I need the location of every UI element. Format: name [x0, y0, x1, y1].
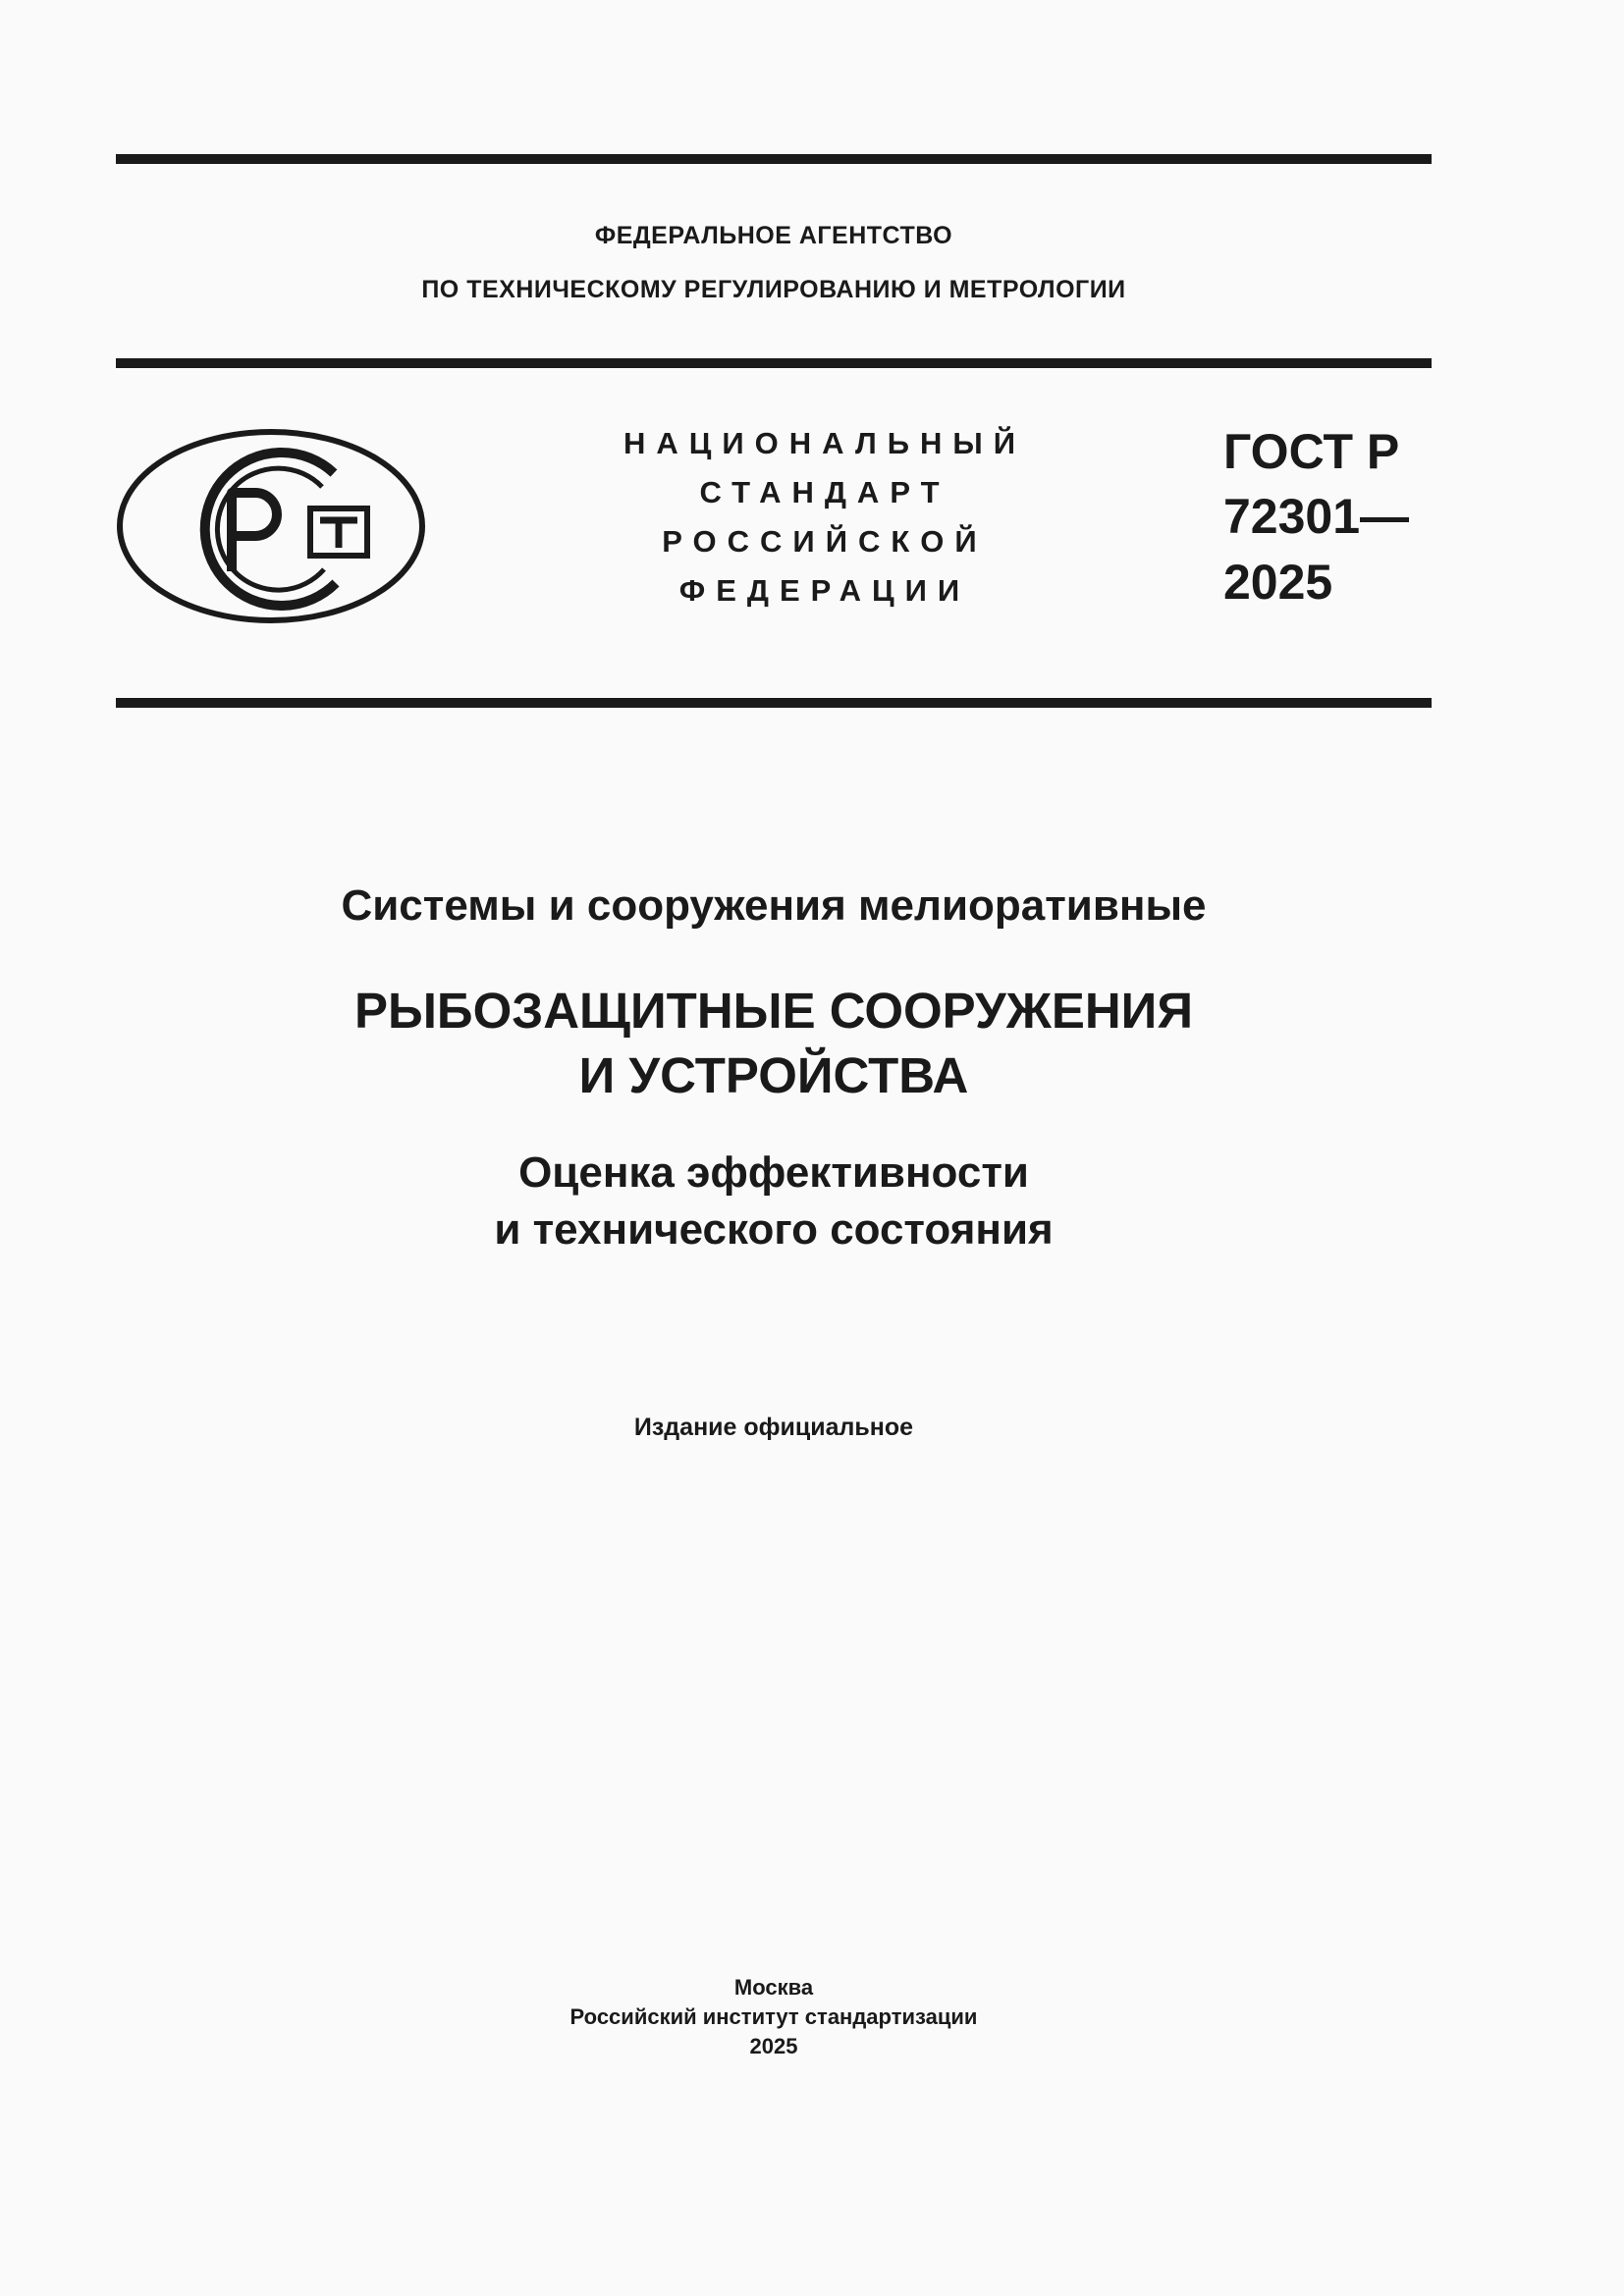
- national-line-4: ФЕДЕРАЦИИ: [678, 573, 971, 608]
- rst-mark-icon: [116, 428, 426, 624]
- title-sub-line-1: Оценка эффективности: [518, 1148, 1029, 1197]
- gost-designation-line-3: 2025: [1223, 555, 1333, 610]
- edition-label: Издание официальное: [633, 1414, 914, 1441]
- national-line-1: НАЦИОНАЛЬНЫЙ: [623, 426, 1027, 460]
- imprint-year: 2025: [749, 2034, 798, 2058]
- title-sub-line-2: и технического состояния: [494, 1205, 1054, 1254]
- agency-rule: [116, 358, 1432, 368]
- standard-rule: [116, 698, 1432, 708]
- top-rule: [116, 154, 1432, 164]
- gost-designation-line-1: ГОСТ Р: [1223, 424, 1400, 479]
- national-line-2: СТАНДАРТ: [699, 475, 950, 509]
- title-series: Системы и сооружения мелиоративные: [341, 881, 1207, 930]
- gost-designation-line-2: 72301—: [1223, 489, 1410, 544]
- agency-line-1: ФЕДЕРАЛЬНОЕ АГЕНТСТВО: [594, 222, 953, 249]
- title-main-line-1: РЫБОЗАЩИТНЫЕ СООРУЖЕНИЯ: [353, 983, 1193, 1039]
- national-line-3: РОССИЙСКОЙ: [662, 524, 988, 559]
- agency-line-2: ПО ТЕХНИЧЕСКОМУ РЕГУЛИРОВАНИЮ И МЕТРОЛОГИИ: [421, 276, 1126, 303]
- imprint-publisher: Российский институт стандартизации: [569, 2004, 978, 2029]
- title-main-line-2: И УСТРОЙСТВА: [578, 1047, 969, 1103]
- imprint-city: Москва: [733, 1975, 814, 2000]
